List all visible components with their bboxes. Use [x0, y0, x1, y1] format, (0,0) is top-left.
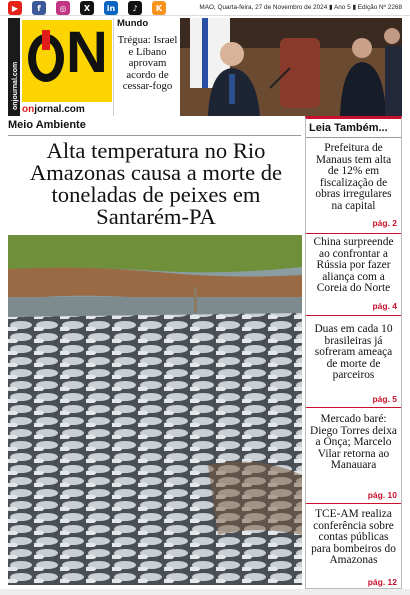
sidebar-item-page: pág. 5	[372, 394, 397, 404]
sidebar-item-page: pág. 12	[367, 577, 397, 587]
sidebar-item[interactable]	[306, 407, 401, 503]
world-teaser[interactable]	[113, 18, 178, 116]
main-headline[interactable]: Alta temperatura no Rio Amazonas causa a morte de toneladas de peixes em Santarém-PA	[29, 138, 283, 229]
sidebar-item[interactable]	[306, 141, 401, 233]
masthead-url-rest: jornal.com	[34, 104, 85, 115]
sidebar-item-text[interactable]: TCE-AM realiza conferência sobre contas públicas para bombeiros do Amazonas	[311, 508, 396, 567]
sidebar-item-text[interactable]: Mercado baré: Diego Torres deixa a Onça; Marcelo Vilar retorna ao Manauara	[310, 413, 397, 472]
masthead[interactable]	[8, 18, 112, 116]
sidebar-item-text[interactable]: Duas em cada 10 brasileiras já sofreram ameaça de morte de parceiros	[314, 323, 393, 382]
facebook-icon[interactable]: f	[32, 1, 46, 15]
sidebar-item[interactable]	[306, 233, 401, 315]
world-section-label: Mundo	[117, 18, 149, 29]
sidebar-item-text[interactable]: China surpreende ao confrontar a Rússia por fazer aliança com a Coreia do Norte	[313, 236, 394, 295]
tiktok-icon[interactable]: ♪	[128, 1, 142, 15]
dateline: MAO, Quarta-feira, 27 de Novembro de 2024 ▮ Ano 5 ▮ Edição Nº 2268	[199, 4, 402, 11]
onjornal-logo[interactable]	[22, 20, 112, 102]
dead-fish-photo	[8, 235, 302, 585]
linkedin-icon[interactable]: in	[104, 1, 118, 15]
logo-letter: N	[66, 20, 108, 85]
instagram-icon[interactable]: ◎	[56, 1, 70, 15]
sidebar-item[interactable]	[306, 503, 401, 589]
read-also-sidebar	[305, 116, 402, 589]
footer-strip	[0, 589, 410, 595]
sidebar-item-page: pág. 2	[372, 218, 397, 228]
sidebar-item[interactable]	[306, 315, 401, 407]
masthead-url	[22, 104, 85, 115]
x-icon[interactable]: X	[80, 1, 94, 15]
top-bar	[0, 0, 410, 16]
main-photo[interactable]	[8, 235, 302, 585]
parliament-photo	[180, 18, 402, 116]
sidebar-item-page: pág. 4	[372, 301, 397, 311]
masthead-side-strip	[8, 18, 20, 116]
section-label: Meio Ambiente	[8, 119, 86, 131]
kwai-icon[interactable]: K	[152, 1, 166, 15]
world-teaser-text[interactable]: Trégua: Israel e Líbano aprovam acordo de cessar-fogo	[117, 34, 178, 92]
youtube-icon[interactable]: ▶	[8, 1, 22, 15]
masthead-side-text: onjournal.com	[12, 61, 19, 110]
sidebar-title: Leia Também...	[306, 119, 401, 138]
masthead-url-prefix: on	[22, 104, 35, 115]
section-divider	[8, 135, 301, 136]
sidebar-item-text[interactable]: Prefeitura de Manaus tem alta de 12% em fiscalização de obras irregulares na capital	[315, 142, 392, 212]
sidebar-item-page: pág. 10	[367, 490, 397, 500]
world-teaser-photo[interactable]	[180, 18, 402, 116]
logo-power-bar	[42, 30, 50, 50]
